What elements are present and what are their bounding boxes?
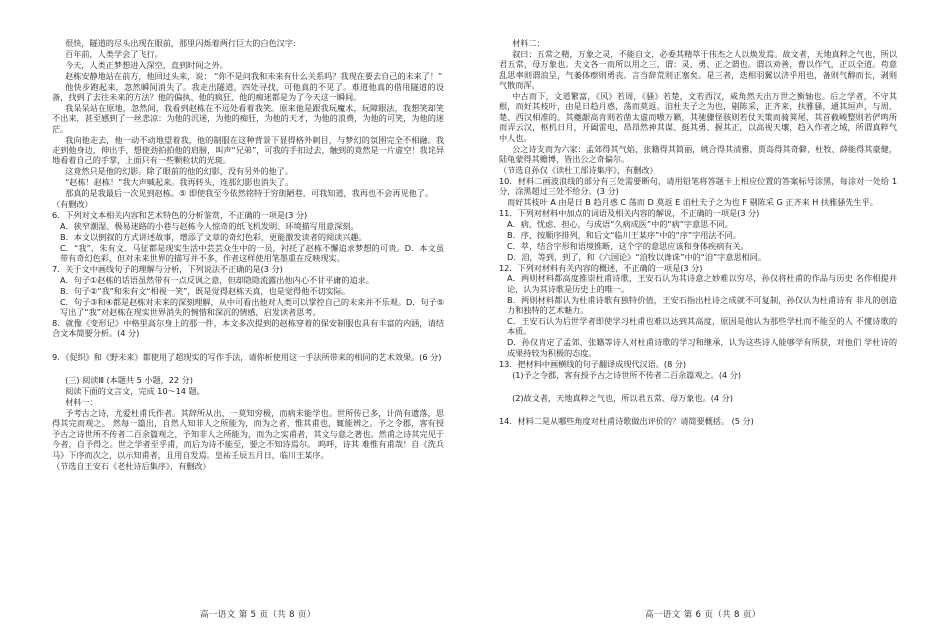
left-paragraph: C．句子③和④都是赵栋对未来的深刻理解，从中可看出他对人类可以掌控自己的未来并不乐观。D．句子⑤写出了“我”对赵栋在现实世界消失的惋惜和深沉的情感，启发读者思考。: [60, 296, 444, 318]
right-paragraph: (2)故文者，天地真粹之气也，所以君五常、母万象也。(4 分): [512, 393, 733, 403]
left-paragraph: 我呆呆站在原地，忽然间，我看到赵栋在不远处看着我笑。原来他是跟我玩魔术，玩障眼法，我想笑却笑不出来，甚至感到了一丝悲凉：为他的沉迷，为他的痴狂，为他的天才，为他的浪费，为他的可笑，为他的迷茫。: [52, 102, 444, 134]
left-paragraph: 那真的是我最后一次见到赵栋。⑤ 即使我至今依然铭特于穷街陋巷，可我知道，我再也不会再见他了。: [65, 188, 434, 199]
left-paragraph: （节选自王安石《老杜诗后集序》，有删改）: [52, 460, 211, 471]
left-paragraph: 7．关于文中画线句子的理解与分析，下列说法不正确的是(3 分): [52, 264, 283, 275]
right-paragraph: 11．下列对材料中加点的词语及相关内容的解说，不正确的一项是(3 分): [499, 208, 760, 218]
right-paragraph: D．孙仅肯定了孟郊、张籍等诗人对杜甫诗歌的学习和继承，认为这些诗人能够学有所获，对他们 学杜诗的成果持较为积极的态度。: [507, 337, 897, 358]
right-paragraph: A．两则材料都高度推崇杜甫诗歌，王安石认为其诗意之妙难以穷尽，孙仅将杜甫的作品与历史 名作相提并论，认为其诗歌是历史上的唯一。: [507, 273, 897, 294]
left-paragraph: A．句子①赵栋的话语虽然带有一点反讽之意，但却隐隐流露出他内心不甘平庸的追求。: [60, 274, 374, 285]
left-paragraph: 9．《促织》和《野未来》都使用了超现实的写作手法，请你析使用这一手法所带来的相同的艺术效果。(6 分): [52, 351, 442, 362]
left-paragraph: 赵栋安静地站在前方，他回过头来，说： “你不是问我和未来有什么关系吗？我现在要去自己的未来了！”: [65, 70, 443, 81]
right-paragraph: B．序，按顺序排列，和后文“临川王某序”中的“序”字用法不同。: [507, 229, 741, 240]
right-paragraph: （节选自孙仅《读杜工部诗集序》，有删改）: [499, 164, 658, 175]
right-paragraph: A．病，忧虑、担心，与成语“久病成医”中的“病”字意思不同。: [507, 218, 733, 229]
left-paragraph: （有删改）: [52, 199, 93, 210]
page-6: [475, 0, 950, 631]
left-paragraph: B．本文以倒叙的方式讲述故事，增添了文章的奇幻色彩，更能激发读者的阅读兴趣。: [60, 231, 367, 242]
right-paragraph: 中古而下，文道繁富，《风》若周，《骚》若楚，文若西汉，咸角然天出万世之衡轴也。后之学者，不守其根，而好其枝叶，由是日趋月惑，荡而莫返。洎杜夫子之为也，剔陈采，正齐来，扶雅骚，通其垣声，与周、楚、西汉相准的。其夔龈高肯则若凿太虚而嗷万籁，其驰骤怪骇则若仗天策而骑箕尾，其首截峻整则若俨鸣所而弄云汉，枢机日月，开阖雷电，昂昂然神其谋、挺其勇、握其正，以高视天壤，趋入作者之域，所谓真粹气中人也。: [499, 91, 897, 143]
left-paragraph: 今天，人类正梦想进入深空，直到时间之外。: [65, 59, 228, 70]
left-paragraph: C．“我”、朱有文、马征都是现实生活中芸芸众生中的一员，衬托了赵栋不懈追求梦想的可贵。D．本文虽带有奇幻色彩，但对未来世界的描写并不多，作者这样使用笔墨重在反映现实。: [60, 242, 444, 264]
right-paragraph: D．洎，等到，到了，和《六国论》“洎牧以谗诛”中的“洎”字意思相同。: [507, 251, 767, 262]
left-paragraph: (三) 阅读Ⅲ (本题共 5 小题，22 分): [65, 375, 193, 386]
left-answer-space: [52, 363, 444, 375]
left-paragraph: 6．下列对文本相关内容和艺术特色的分析鉴赏，不正确的一项是(3 分): [52, 210, 308, 220]
right-paragraph: 公之诗支而为六家：孟郊得其气焰，张籍得其简丽，姚合得其清雅，贾岛得其奇僻，杜牧、薛能得其豪健，陆龟蒙得其赡博，皆出公之奇偏尔。: [499, 143, 897, 164]
left-paragraph: 这竟然只是他的幻影。除了眼前的他的幻影，没有另外的他了。: [65, 166, 293, 177]
left-paragraph: “赵栋！赵栋！”我大声喊起来。我再转头，连那幻影也消失了。: [65, 177, 294, 188]
left-paragraph: 8．就像《变形记》中格里高尔身上的那一件，本文多次提到的赵栋穿着的保安制服也具有丰富的内涵，请结合文本简要分析。(4 分): [52, 318, 444, 339]
right-answer-space: [499, 381, 897, 393]
right-answer-space: [499, 404, 897, 416]
right-paragraph: C．王安石认为后世学者即使学习杜甫也难以达到其高度，原因是他认为那些学杜而不能至的人 不懂诗歌的本质。: [507, 316, 897, 337]
left-answer-space: [52, 339, 444, 351]
left-paragraph: 很快，隧道的尽头出现在眼前，那里闪烁着两行巨大的白色汉字:: [65, 38, 296, 48]
left-paragraph: 我向他走去，他一动不动地望着我，他的制服在这种背景下显得格外刺目，与梦幻的氛围完全不相融。我走到他身边，伸出手，想使劲拍拍他的肩膀，叫声“兄弟”，可我的手扣过去，触到的竟然是一片虚空！我诧异地看着自己的手掌，上面只有一些颗粒状的光斑。: [52, 134, 444, 166]
left-paragraph: 他快步跑起来，忽然瞬间消失了。我走出隧道，四处寻找，可他真的不见了。难道他真的借用隧道的设备，找到了去往未来的方法？他的偏执、他的疯狂、他的痴迷都是为了今天这一瞬间。: [52, 81, 444, 103]
left-paragraph: 材料一：: [65, 397, 98, 408]
right-paragraph: 而好其枝叶 A 由是日 B 趋月惑 C 荡而 D 莫返 E 洎杜夫子之为也 F 剔陈采 G 正齐来 H 扶雅骚先生乎。: [507, 197, 878, 208]
page-5-text-column: [52, 38, 444, 471]
left-paragraph: 阅读下面的文言文，完成 10～14 题。: [65, 386, 205, 397]
right-paragraph: 材料二：: [512, 38, 545, 48]
left-paragraph: A．狭窄潮湿、极易迷路的小巷与赵栋今人惊奇的纸飞机发明、环境描写用意深刻。: [60, 220, 359, 231]
right-paragraph: C．萃，结合字形和语境推断，这个字的意思应该和身体疾病有关。: [507, 240, 749, 251]
right-paragraph: 14．材料二是从哪些角度对杜甫诗歌做出评价的？请简要概括。 (5 分): [499, 416, 754, 427]
left-paragraph: B．句子②“我”和朱有文“相视一笑”，既是觉得赵栋天真，也是觉得他不切实际。: [60, 285, 351, 296]
left-paragraph: 予考古之诗，尤爱杜甫氏作者。其辞所从出，一莫知穷极，而病未能学也。世所传已多，计尚有遗落，思得其完而观之。 然每一篇出，自然人知非人之所能为，而为之者，惟其甫也，辄能辨之。予之令郡，客有授予古之诗世所不传者二百余篇观之，予知非人之所能为，而为之实甫者，其文与意之著也。然甫之诗其完见于今者，自予得之。世之学者至乎甫，而后为诗不能至，要之不知诗焉尔。 呜呼，诗其 难惟有甫哉！自《洗兵马》下序而次之，以示知甫者，且用自发焉。皇祐壬辰五月日，临川王某序。: [52, 408, 444, 460]
page-6-text-column: [499, 38, 897, 427]
right-paragraph: 12．下列对材料有关内容的概述，不正确的一项是(3 分): [499, 262, 703, 273]
left-paragraph: 百年前，人类学会了飞行。: [65, 48, 163, 59]
page-6-footer: 高一语文 第 6 页（共 8 页）: [645, 610, 761, 620]
right-paragraph: 13．把材料中画横线的句子翻译成现代汉语。(8 分): [499, 358, 687, 369]
right-paragraph: 10．材料二画波浪线的部分有三处需要断句，请用铅笔将答题卡上相应位置的答案标号涂黑，每涂对一处给 1 分，涂黑超过三处不给分。(3 分): [499, 175, 897, 197]
page-5-footer: 高一语文 第 5 页（共 8 页）: [200, 610, 316, 620]
right-paragraph: (1)予之令郡，客有授予古之诗世所不传者二百余篇观之。(4 分): [512, 369, 741, 380]
right-paragraph: B．两则材料都认为杜甫诗歌有独特价值，王安石指出杜诗之成就不可复制，孙仅认为杜甫诗有 非凡的创造力和独特的艺术魅力。: [507, 294, 897, 316]
right-paragraph: 叙曰：五常之精，万象之灵，不能自文，必委其精萃于伟杰之人以焕发焉。故文者，天地真粹之气也，所以君五常，母万象也。夫文各一而所以用之三，谓：灵、勇、正之谓也。谓以劝善，曹以作气，正以全道。苟意乱思率则谓浪呈，气萎体瘵则勇丧。言当辞荒则正塞矣。是三者，迭相羽翼以济乎用也，备则气醇而长，剥则气散而浑。: [499, 48, 897, 91]
